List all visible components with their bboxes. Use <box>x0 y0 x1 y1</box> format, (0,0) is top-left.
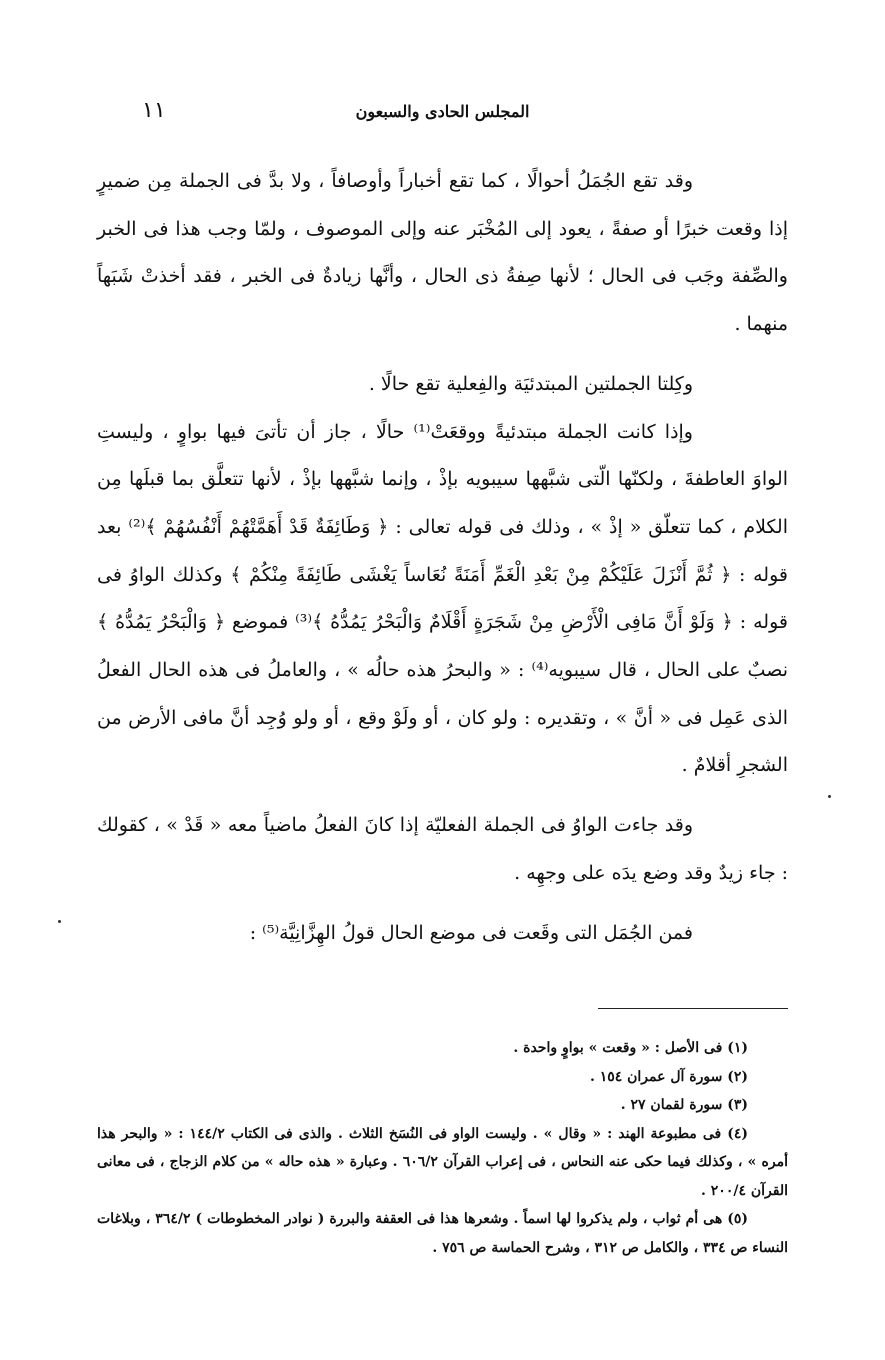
footnote-separator <box>598 1008 788 1009</box>
running-title: المجلس الحادى والسبعون <box>355 102 530 121</box>
paragraph-2: وكِلتا الجملتين المبتدئيَة والفِعلية تقع حالًا . <box>368 372 693 395</box>
main-text <box>97 158 788 957</box>
footnote-2: (٢) سورة آل عمران ١٥٤ . <box>589 1068 748 1085</box>
footnote-3: (٣) سورة لقمان ٢٧ . <box>620 1097 748 1113</box>
footnote-5: (٥) هى أم ثواب ، ولم يذكروا لها اسماً . وشعرها هذا فى العقفة والبررة ( نوادر المخطوطات ) ٣٦٤/٢ ، وبلاغات النساء ص ٣٣٤ ، والكامل ص ٣١٢ ، وشرح الحماسة ص ٧٥٦ . <box>97 1211 788 1256</box>
page-number: ١١ <box>142 98 166 123</box>
page-header <box>100 98 785 134</box>
paragraph-5: فمن الجُمَل التى وقَعت فى موضع الحال قولُ الهِزَّانِيَّة⁽⁵⁾ : <box>249 921 693 944</box>
footnotes <box>97 1034 788 1262</box>
footnote-4: (٤) فى مطبوعة الهند : « وقال » . وليست الواو فى النُسَخ الثلاث . والذى فى الكتاب ١٤٤/٢ : « والبحر هذا أمره » ، وكذلك فيما حكى عنه النحاس ، فى إعراب القرآن ٦٠٦/٢ . وعبارة « هذه حاله » من كلام الزجاج ، فى معانى القرآن ٢٠٠/٤ . <box>97 1125 789 1199</box>
paragraph-4: وقد جاءت الواوُ فى الجملة الفعليّة إذا كانَ الفعلُ ماضياً معه « قَدْ » ، كقولك : جاء زيدٌ وقد وضع يدَه على وجهِه . <box>97 814 788 884</box>
paragraph-1: وقد تقع الجُمَلُ أحوالًا ، كما تقع أخباراً وأوصافاً ، ولا بدَّ فى الجملة مِن ضميرٍ إذا وقعت خبرًا أو صفةً ، يعود إلى المُخْبَر عنه وإلى الموصوف ، ولمّا وجب هذا فى الخبر والصِّفة وجَب فى الحال ؛ لأنها صِفةُ ذى الحال ، وأنَّها زيادةٌ فى الخبر ، فقد أخذتْ شَبَهاً منهما . <box>97 170 788 336</box>
footnote-1: (١) فى الأصل : « وقعت » بواوٍ واحدة . <box>513 1040 748 1056</box>
print-speck <box>58 920 61 923</box>
paragraph-3: وإذا كانت الجملة مبتدئيةً ووقعَتْ⁽¹⁾ حالًا ، جاز أن تأتىَ فيها بواوٍ ، وليستِ الواوَ العاطفةَ ، ولكنّها الّتى شبَّهها سيبويه بإذْ ، وإنما شبَّهها بإذْ ، لأنها تتعلَّق بما قبلَها مِن الكلام ، كما تتعلّق « إذْ » ، وذلك فى قوله تعالى : ﴿ وَطَائِفَةٌ قَدْ أَهَمَّتْهُمْ أَنْفُسُهُمْ ﴾⁽²⁾ بعد قوله : ﴿ ثُمَّ أَنْزَلَ عَلَيْكُمْ مِنْ بَعْدِ الْغَمِّ أَمَنَةً نُعَاساً يَغْشَى طَائِفَةً مِنْكُمْ ﴾ وكذلك الواوُ فى قوله : ﴿ وَلَوْ أَنَّ مَافِى الْأَرْضِ مِنْ شَجَرَةٍ أَقْلَامٌ وَالْبَحْرُ يَمُدُّهُ ﴾⁽³⁾ فموضع ﴿ وَالْبَحْرُ يَمُدُّهُ ﴾ نصبٌ على الحال ، قال سيبويه⁽⁴⁾ : « والبحرُ هذه حالُه » ، والعاملُ فى هذه الحال الفعلُ الذى عَمِل فى « أنَّ » ، وتقديره : ولو كان ، أو ولَوْ وقع ، أو ولو وُجِد أنَّ مافى الأرض من الشجرِ أقلامٌ . <box>97 420 788 777</box>
print-speck <box>828 795 831 798</box>
